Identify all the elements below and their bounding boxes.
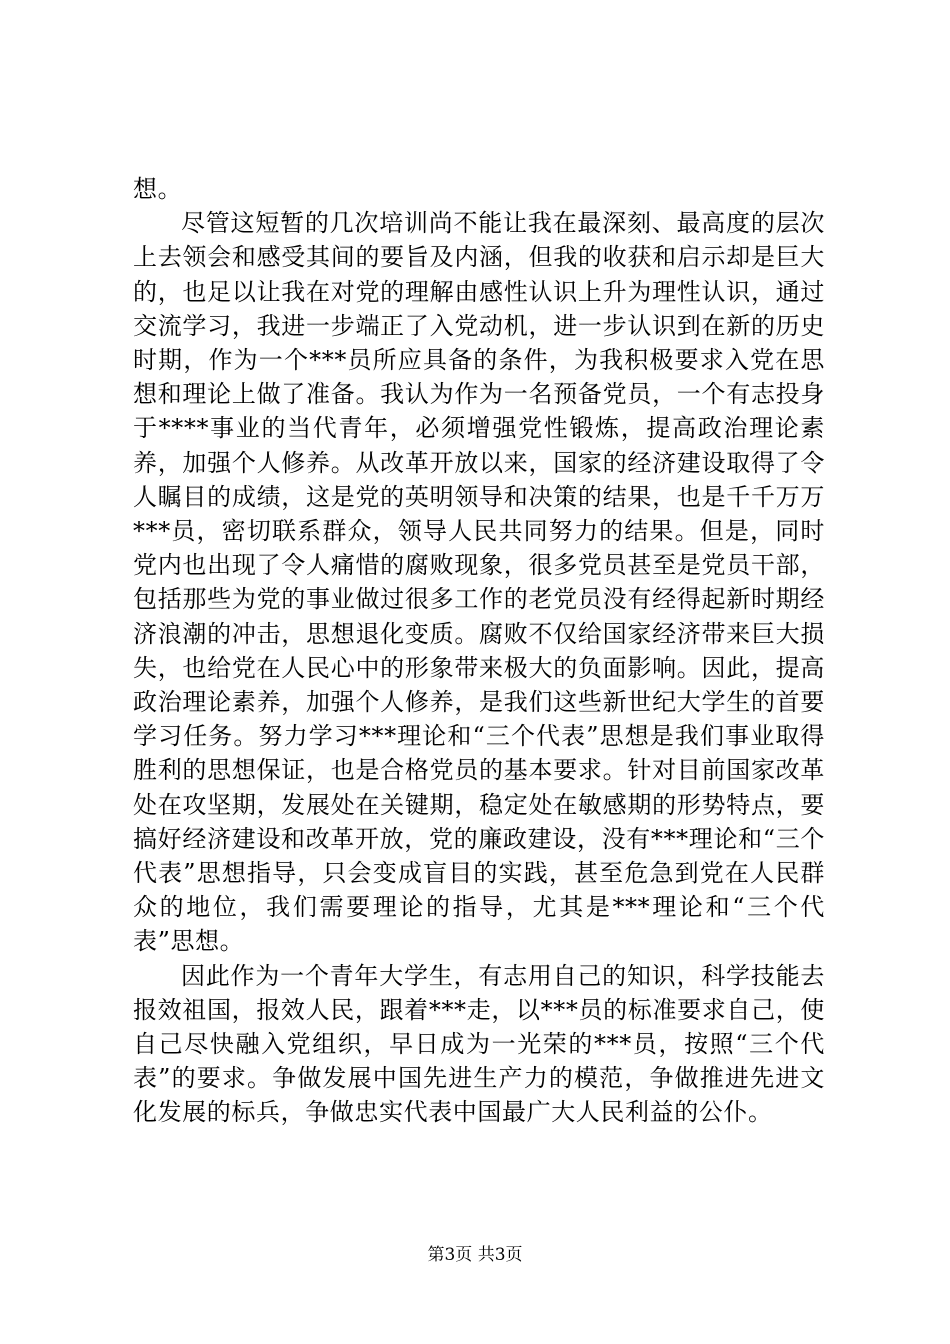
paragraph-1: 想。 xyxy=(133,175,183,203)
paragraph-2: 尽管这短暂的几次培训尚不能让我在最深刻、最高度的层次上去领会和感受其间的要旨及内涵，但我的收获和启示却是巨大的，也足以让我在对党的理解由感性认识上升为理性认识，通过交流学习，我进一步端正了入党动机，进一步认识到在新的历史时期，作为一个***员所应具备的条件，为我积极要求入党在思想和理论上做了准备。我认为作为一名预备党员，一个有志投身于****事业的当代青年，必须增强党性锻炼，提高政治理论素养，加强个人修养。从改革开放以来，国家的经济建设取得了令人瞩目的成绩，这是党的英明领导和决策的结果，也是千千万万***员，密切联系群众，领导人民共同努力的结果。但是，同时党内也出现了令人痛惜的腐败现象，很多党员甚至是党员干部，包括那些为党的事业做过很多工作的老党员没有经得起新时期经济浪潮的冲击，思想退化变质。腐败不仅给国家经济带来巨大损失，也给党在人民心中的形象带来极大的负面影响。因此，提高政治理论素养，加强个人修养，是我们这些新世纪大学生的首要学习任务。努力学习***理论和“三个代表”思想是我们事业取得胜利的思想保证，也是合格党员的基本要求。针对目前国家改革处在攻坚期，发展处在关键期，稳定处在敏感期的形势特点，要搞好经济建设和改革开放，党的廉政建设，没有***理论和“三个代表”思想指导，只会变成盲目的实践，甚至危急到党在人民群众的地位，我们需要理论的指导，尤其是***理论和“三个代表”思想。 xyxy=(133,209,825,956)
page-footer xyxy=(0,1244,950,1266)
paragraph-3: 因此作为一个青年大学生，有志用自己的知识，科学技能去报效祖国，报效人民，跟着***走，以***员的标准要求自己，使自己尽快融入党组织，早日成为一光荣的***员，按照“三个代表”的要求。争做发展中国先进生产力的模范，争做推进先进文化发展的标兵，争做忠实代表中国最广大人民利益的公仆。 xyxy=(133,961,825,1127)
page-number-label: 第3页 共3页 xyxy=(427,1245,523,1265)
body-text xyxy=(133,172,825,1130)
